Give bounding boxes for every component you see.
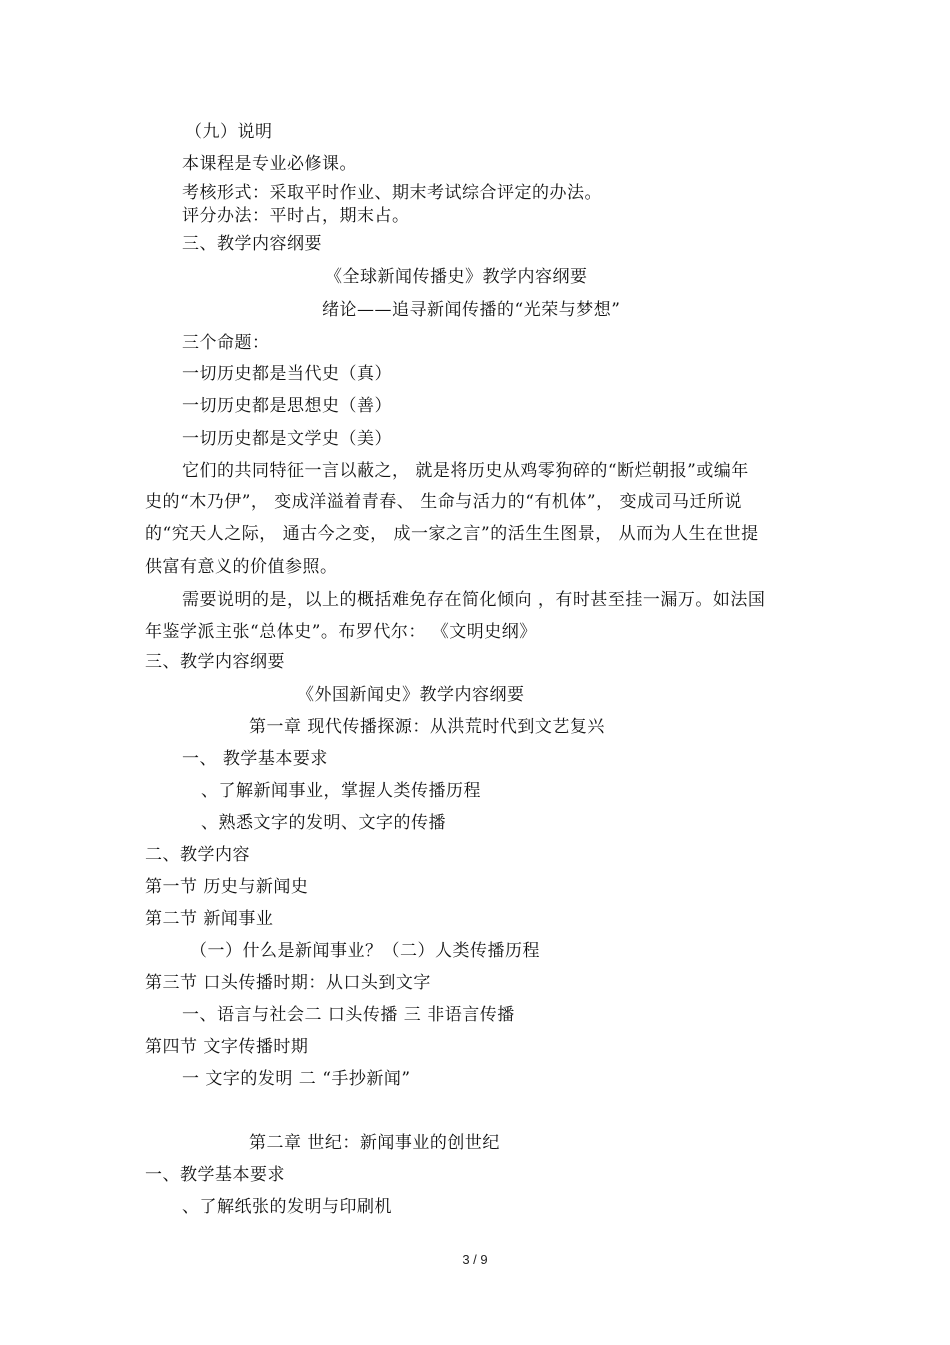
section-heading: 三、教学内容纲要 (145, 652, 285, 672)
section-heading: 三、教学内容纲要 (182, 234, 322, 254)
chapter-title: 第二章 世纪：新闻事业的创世纪 (249, 1133, 500, 1153)
text-line: 一切历史都是思想史（善） (182, 396, 392, 416)
centered-title: 《全球新闻传播史》教学内容纲要 (325, 267, 588, 287)
section-heading: 一、教学基本要求 (145, 1165, 285, 1185)
paragraph-line: 史的“木乃伊”， 变成洋溢着青春、 生命与活力的“有机体”， 变成司马迁所说 (145, 492, 742, 512)
chapter-title: 第一章 现代传播探源：从洪荒时代到文艺复兴 (249, 717, 605, 737)
centered-title: 绪论——追寻新闻传播的“光荣与梦想” (322, 300, 621, 320)
text-line: 第二节 新闻事业 (145, 909, 274, 929)
text-line: 三个命题： (182, 333, 270, 353)
text-line: 、了解新闻事业，掌握人类传播历程 (201, 781, 481, 801)
text-line: 、了解纸张的发明与印刷机 (182, 1197, 392, 1217)
paragraph-line: 它们的共同特征一言以蔽之， 就是将历史从鸡零狗碎的“断烂朝报”或编年 (182, 461, 749, 481)
paragraph-line: 的“究天人之际， 通古今之变， 成一家之言”的活生生图景， 从而为人生在世提 (145, 524, 759, 544)
section-heading: （九）说明 (185, 122, 273, 142)
text-line: 本课程是专业必修课。 (182, 154, 357, 174)
text-line: 第一节 历史与新闻史 (145, 877, 309, 897)
text-line: 考核形式：采取平时作业、期末考试综合评定的办法。 (182, 183, 602, 203)
text-line: 评分办法：平时占，期末占。 (182, 206, 410, 226)
text-line: 一切历史都是文学史（美） (182, 429, 392, 449)
text-line: （一）什么是新闻事业？（二）人类传播历程 (190, 941, 540, 961)
paragraph-line: 供富有意义的价值参照。 (145, 557, 338, 577)
text-line: 一切历史都是当代史（真） (182, 364, 392, 384)
text-line: 、熟悉文字的发明、文字的传播 (201, 813, 446, 833)
paragraph-line: 年鉴学派主张“总体史”。布罗代尔： 《文明史纲》 (145, 622, 537, 642)
centered-title: 《外国新闻史》教学内容纲要 (297, 685, 525, 705)
text-line: 第三节 口头传播时期：从口头到文字 (145, 973, 431, 993)
section-heading: 二、教学内容 (145, 845, 250, 865)
text-line: 一、语言与社会二 口头传播 三 非语言传播 (182, 1005, 515, 1025)
text-line: 第四节 文字传播时期 (145, 1037, 309, 1057)
paragraph-line: 需要说明的是，以上的概括难免存在简化倾向 ，有时甚至挂一漏万。如法国 (182, 590, 766, 610)
page-number: 3 / 9 (462, 1252, 488, 1267)
text-line: 一 文字的发明 二 “手抄新闻” (182, 1069, 411, 1089)
text-line: 一、 教学基本要求 (182, 749, 328, 769)
